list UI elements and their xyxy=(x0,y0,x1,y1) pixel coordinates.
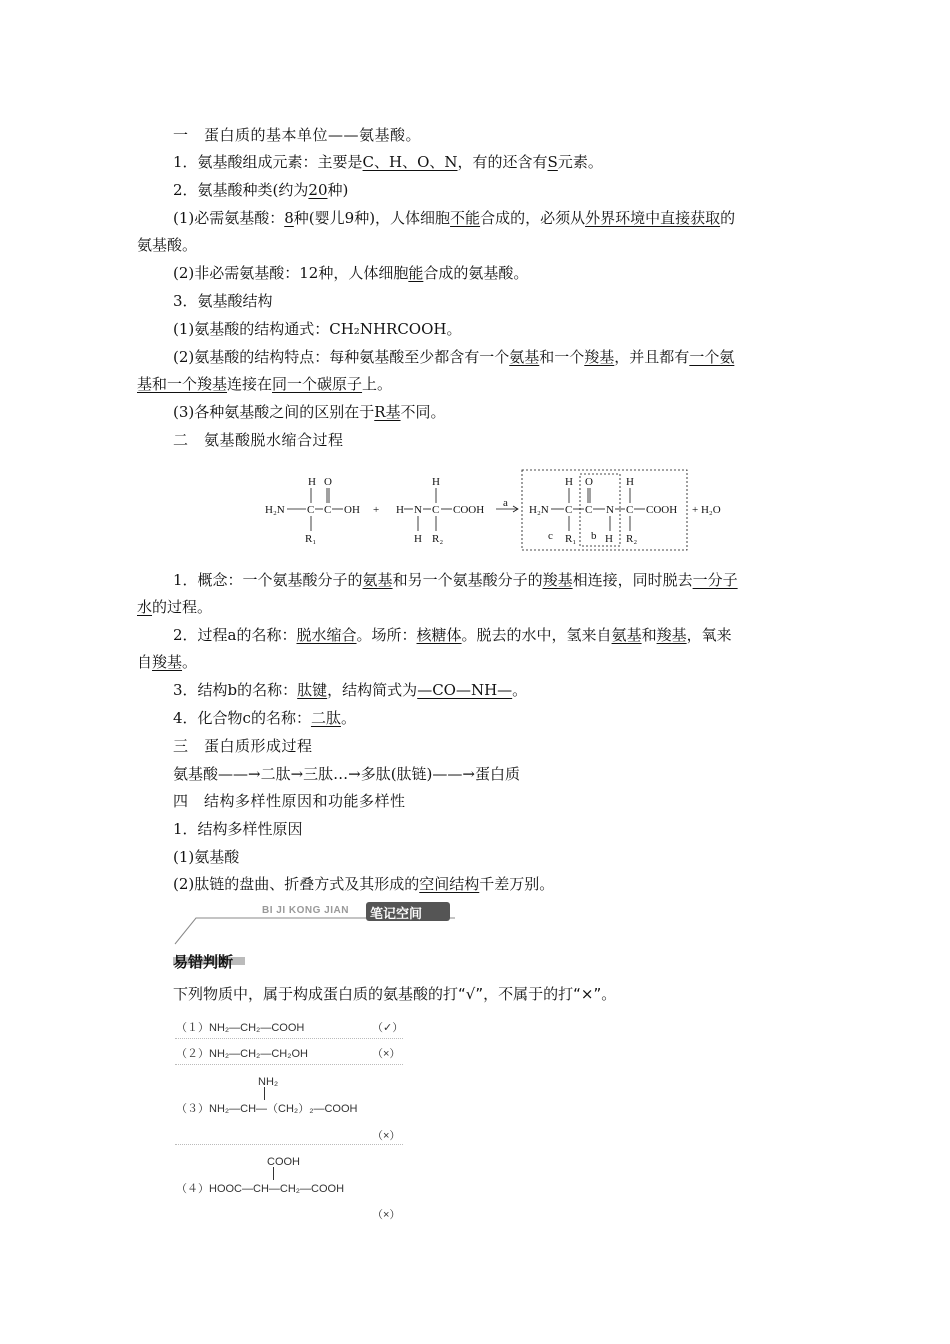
atom-oh: OH xyxy=(344,504,360,516)
para-essential: (1)必需氨基酸：8种(婴儿9种)，人体细胞不能合成的，必须从外界环境中直接获取的 xyxy=(173,209,736,227)
quiz-answer-3: （×） xyxy=(372,1130,401,1142)
atom-h: H xyxy=(565,476,573,488)
atom-o: O xyxy=(324,476,332,488)
quiz-item-4-branch: COOH xyxy=(267,1156,300,1168)
atom-r2: R₂ xyxy=(626,533,638,545)
para-concept: 1．概念：一个氨基酸分子的氨基和另一个氨基酸分子的羧基相连接，同时脱去一分子 xyxy=(173,571,738,589)
atom-c: C xyxy=(432,504,440,516)
atom-h: H xyxy=(414,533,422,545)
para-feature: (2)氨基酸的结构特点：每种氨基酸至少都含有一个氨基和一个羧基，并且都有一个氨 xyxy=(173,348,735,366)
para-structure-title: 3．氨基酸结构 xyxy=(173,292,273,310)
atom-h2n: H₂N xyxy=(265,504,285,516)
label-b: b xyxy=(591,530,597,542)
para-formula: (1)氨基酸的结构通式：CH₂NHRCOOH。 xyxy=(173,320,462,338)
atom-n: N xyxy=(606,504,614,516)
note-space-label: 笔记空间 xyxy=(370,907,423,922)
quiz-item-2: （２）NH₂—CH₂—CH₂OH xyxy=(176,1048,308,1060)
quiz-title: 易错判断 xyxy=(173,953,234,971)
para-types: 2．氨基酸种类(约为20种) xyxy=(173,181,349,199)
section-1-title: 一 蛋白质的基本单位——氨基酸。 xyxy=(173,126,422,144)
atom-c: C xyxy=(565,504,573,516)
atom-h: H xyxy=(308,476,316,488)
atom-h: H xyxy=(605,533,613,545)
atom-r1: R₁ xyxy=(305,533,317,545)
atom-r1: R₁ xyxy=(565,533,577,545)
atom-n: N xyxy=(414,504,422,516)
para-diversity-1: (1)氨基酸 xyxy=(173,848,240,866)
atom-r2: R₂ xyxy=(432,533,444,545)
para-elements: 1．氨基酸组成元素：主要是C、H、O、N，有的还含有S元素。 xyxy=(173,153,603,171)
protein-formation-flow: 氨基酸——→二肽→三肽…→多肽(肽链)——→蛋白质 xyxy=(173,765,520,783)
dehydration-reaction-diagram xyxy=(260,468,740,554)
label-c: c xyxy=(548,530,553,542)
quiz-intro: 下列物质中，属于构成蛋白质的氨基酸的打“√”，不属于的打“×”。 xyxy=(173,985,617,1003)
arrow-label-a: a xyxy=(503,497,508,509)
section-3-title: 三 蛋白质形成过程 xyxy=(173,737,313,755)
atom-c: C xyxy=(626,504,634,516)
note-space-pinyin: BI JI KONG JIAN xyxy=(262,905,349,916)
para-structure-b: 3．结构b的名称：肽键，结构简式为—CO—NH—。 xyxy=(173,681,528,699)
para-nonessential: (2)非必需氨基酸：12种，人体细胞能合成的氨基酸。 xyxy=(173,264,529,282)
water-product: + H₂O xyxy=(692,504,721,516)
atom-h2n: H₂N xyxy=(529,504,549,516)
atom-cooh: COOH xyxy=(646,504,678,516)
plus-sign: + xyxy=(373,504,380,516)
para-essential-cont: 氨基酸。 xyxy=(137,236,198,254)
para-difference: (3)各种氨基酸之间的区别在于R基不同。 xyxy=(173,403,446,421)
section-4-title: 四 结构多样性原因和功能多样性 xyxy=(173,792,406,810)
para-process-a-cont: 自羧基。 xyxy=(137,653,198,671)
quiz-answer-2: （×） xyxy=(372,1048,401,1060)
quiz-item-4: （４）HOOC—CH—CH₂—COOH xyxy=(176,1183,345,1195)
para-diversity: 1．结构多样性原因 xyxy=(173,820,303,838)
atom-h: H xyxy=(396,504,404,516)
section-2-title: 二 氨基酸脱水缩合过程 xyxy=(173,431,344,449)
quiz-item-3-branch: NH₂ xyxy=(258,1076,279,1088)
para-diversity-2: (2)肽链的盘曲、折叠方式及其形成的空间结构千差万别。 xyxy=(173,875,555,893)
para-process-a: 2．过程a的名称：脱水缩合。场所：核糖体。脱去的水中，氢来自氨基和羧基，氧来 xyxy=(173,626,732,644)
atom-c: C xyxy=(585,504,593,516)
atom-cooh: COOH xyxy=(453,504,485,516)
atom-c: C xyxy=(324,504,332,516)
atom-c: C xyxy=(307,504,315,516)
para-feature-cont: 基和一个羧基连接在同一个碳原子上。 xyxy=(137,375,393,393)
atom-h: H xyxy=(432,476,440,488)
para-compound-c: 4．化合物c的名称：二肽。 xyxy=(173,709,356,727)
atom-h: H xyxy=(626,476,634,488)
para-concept-cont: 水的过程。 xyxy=(137,598,213,616)
atom-o: O xyxy=(585,476,593,488)
quiz-answer-1: （✓） xyxy=(372,1022,404,1034)
quiz-item-1: （１）NH₂—CH₂—COOH xyxy=(176,1022,305,1034)
quiz-answer-4: （×） xyxy=(372,1209,401,1221)
quiz-item-3: （３）NH₂—CH—（CH₂）₂—COOH xyxy=(176,1103,358,1115)
